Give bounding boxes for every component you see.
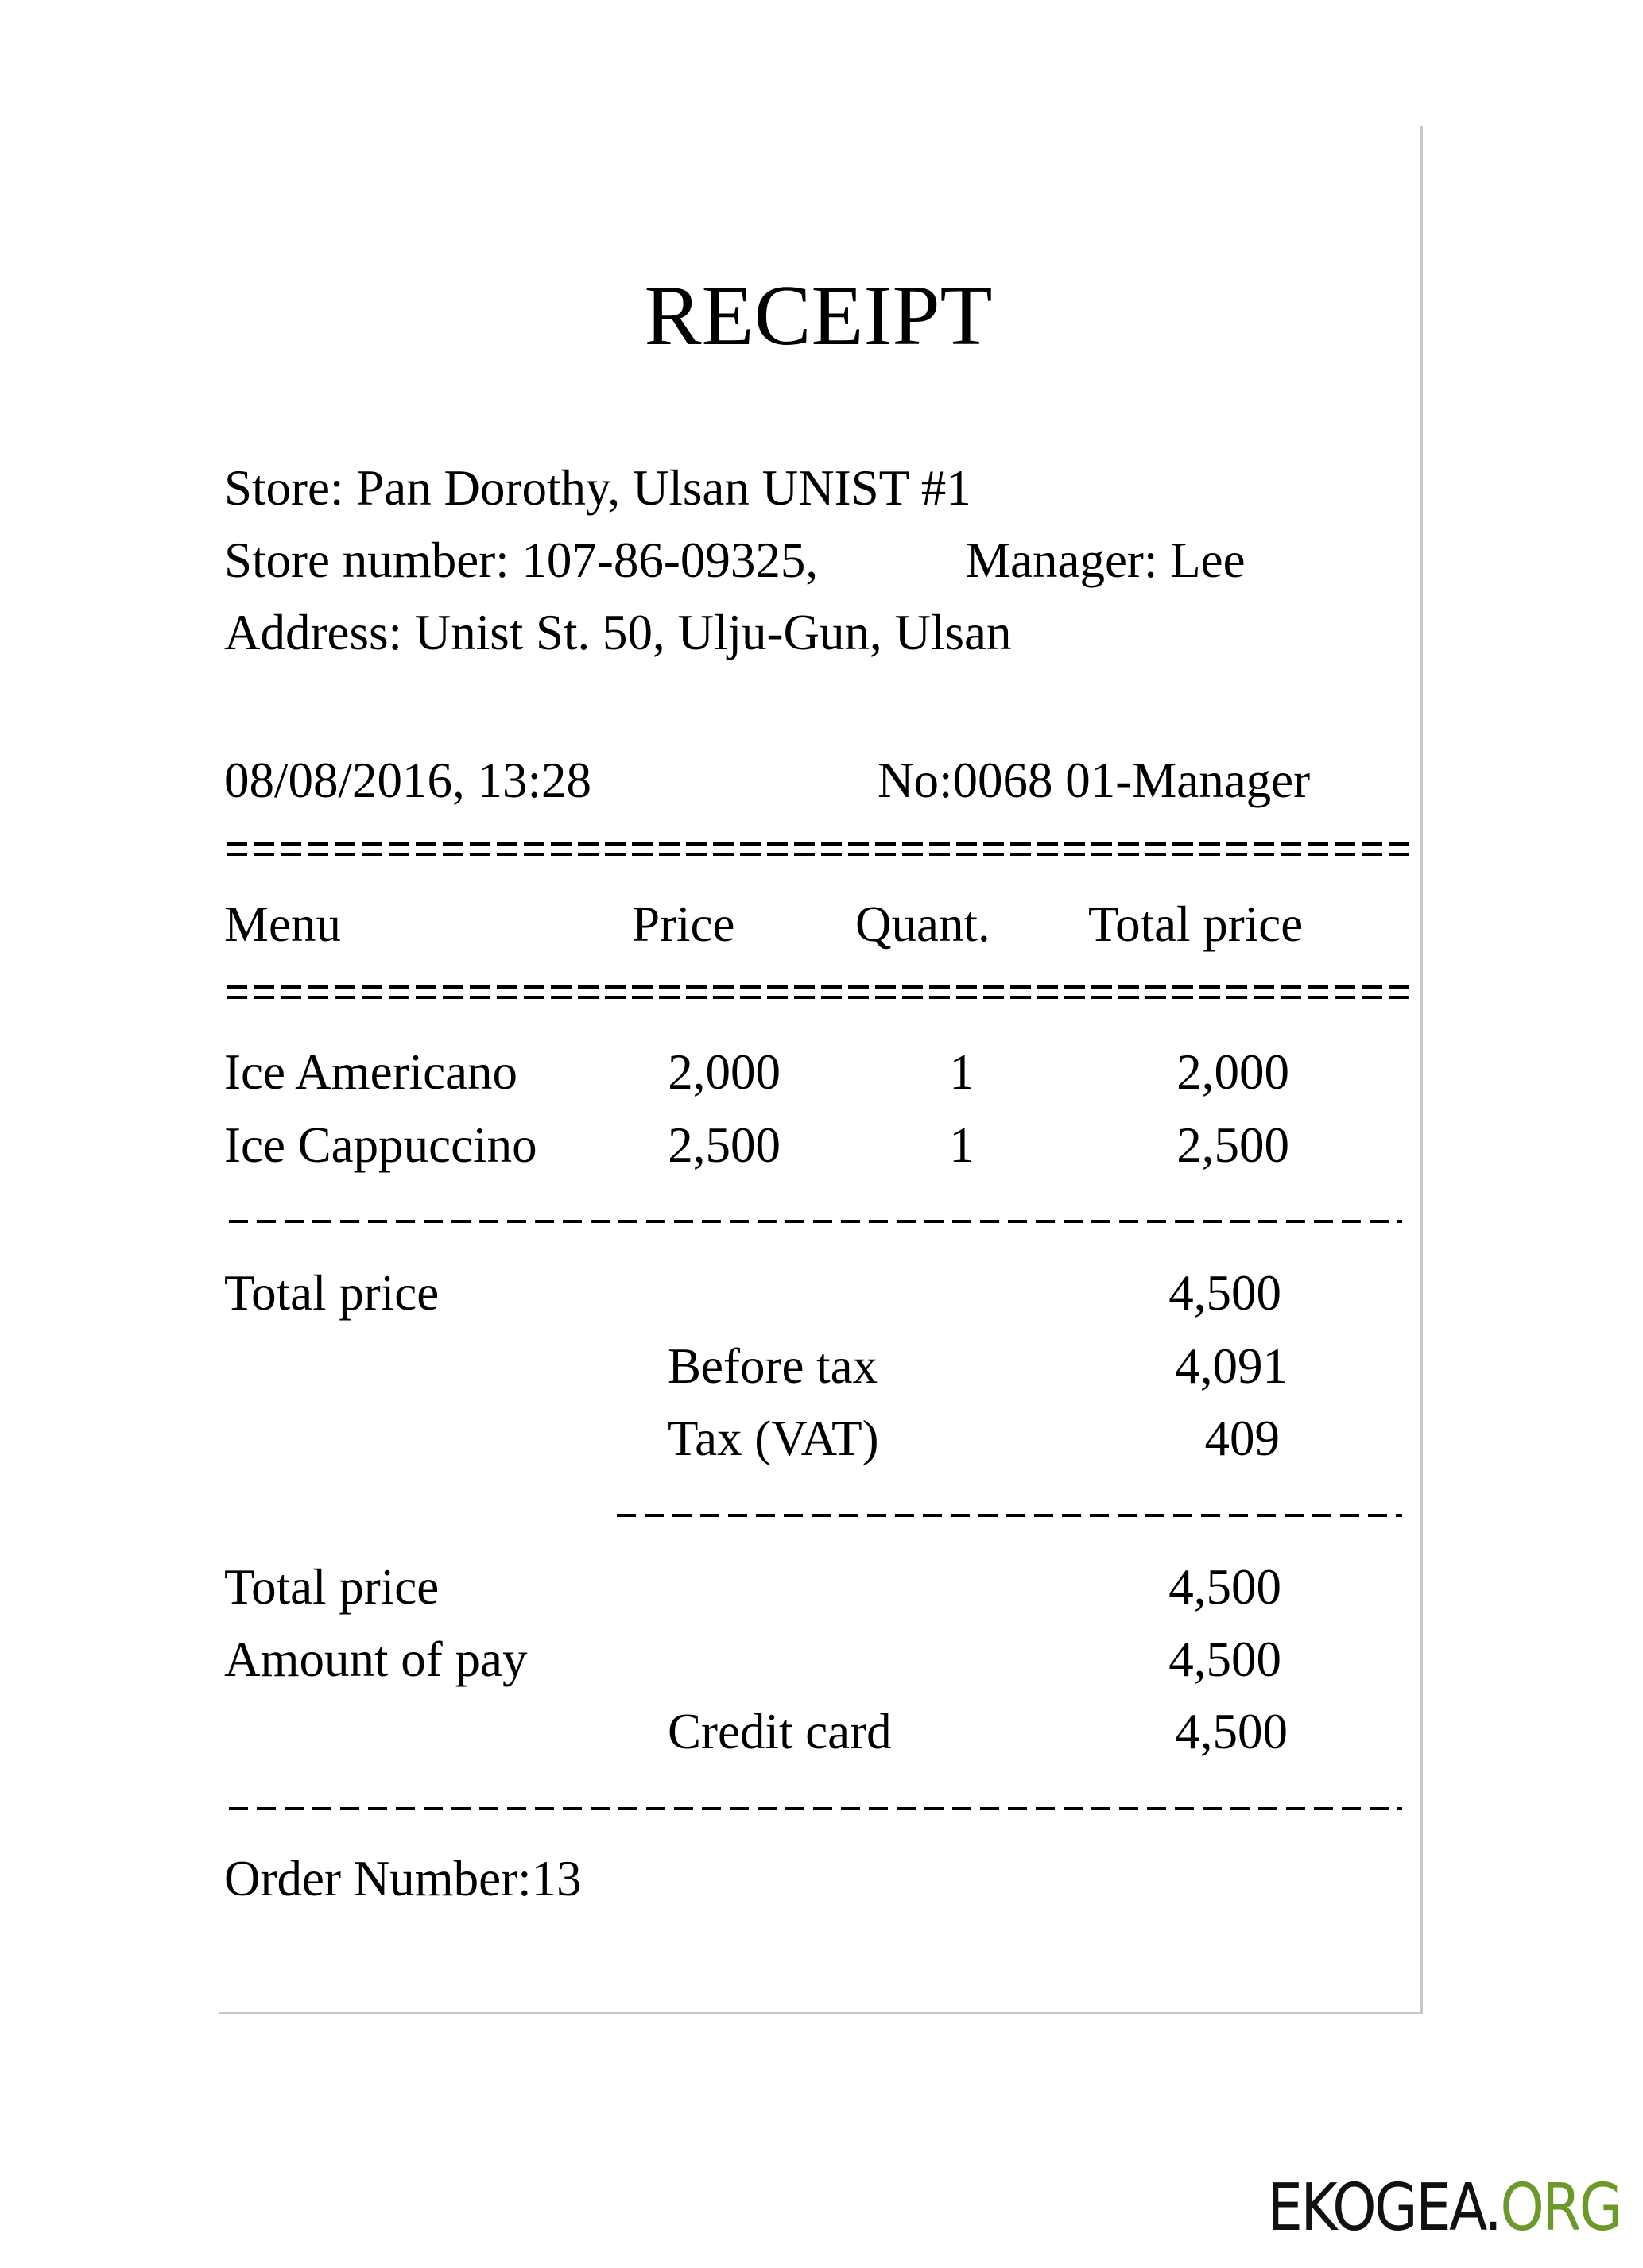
receipt-number: No:0068 01-Manager	[878, 753, 1311, 808]
order-number: Order Number:13	[224, 1851, 582, 1906]
item-total: 2,500	[1176, 1117, 1289, 1173]
receipt-title: RECEIPT	[644, 269, 993, 363]
total-value: 4,500	[1168, 1559, 1281, 1615]
amount-of-pay-value: 4,500	[1168, 1631, 1281, 1687]
total-label: Total price	[224, 1559, 440, 1615]
dashed-separator-items	[229, 1220, 1402, 1223]
dashed-separator-tax	[617, 1514, 1402, 1517]
double-separator-header	[227, 985, 1409, 1006]
subtotal-label: Total price	[224, 1265, 440, 1321]
payment-method-value: 4,500	[1175, 1704, 1288, 1759]
item-quantity: 1	[949, 1044, 975, 1100]
column-header-quantity: Quant.	[855, 896, 990, 952]
store-name: Store: Pan Dorothy, Ulsan UNIST #1	[224, 460, 971, 516]
item-total: 2,000	[1176, 1044, 1289, 1100]
paper-edge-bottom	[219, 2012, 1423, 2014]
column-header-total: Total price	[1088, 896, 1304, 952]
item-quantity: 1	[949, 1117, 975, 1173]
watermark-logo	[1267, 2170, 1621, 2246]
double-separator-top	[227, 842, 1409, 863]
before-tax-value: 4,091	[1175, 1338, 1288, 1394]
column-header-menu: Menu	[224, 896, 341, 952]
column-header-price: Price	[632, 896, 735, 952]
store-number: Store number: 107-86-09325,	[224, 532, 819, 588]
tax-label: Tax (VAT)	[668, 1411, 879, 1466]
item-price: 2,000	[668, 1044, 781, 1100]
receipt-datetime: 08/08/2016, 13:28	[224, 753, 592, 808]
item-price: 2,500	[668, 1117, 781, 1173]
watermark-text-main: EKOGEA.	[1267, 2170, 1501, 2246]
store-address: Address: Unist St. 50, Ulju-Gun, Ulsan	[224, 605, 1012, 660]
subtotal-value: 4,500	[1168, 1265, 1281, 1321]
paper-edge-right	[1420, 126, 1423, 2014]
dashed-separator-bottom	[229, 1807, 1402, 1810]
payment-method-label: Credit card	[668, 1704, 892, 1759]
amount-of-pay-label: Amount of pay	[224, 1631, 528, 1687]
item-name: Ice Cappuccino	[224, 1117, 537, 1173]
manager-name: Manager: Lee	[966, 532, 1246, 588]
before-tax-label: Before tax	[668, 1338, 878, 1394]
item-name: Ice Americano	[224, 1044, 518, 1100]
tax-value: 409	[1204, 1411, 1280, 1466]
watermark-text-tld: ORG	[1500, 2170, 1621, 2246]
